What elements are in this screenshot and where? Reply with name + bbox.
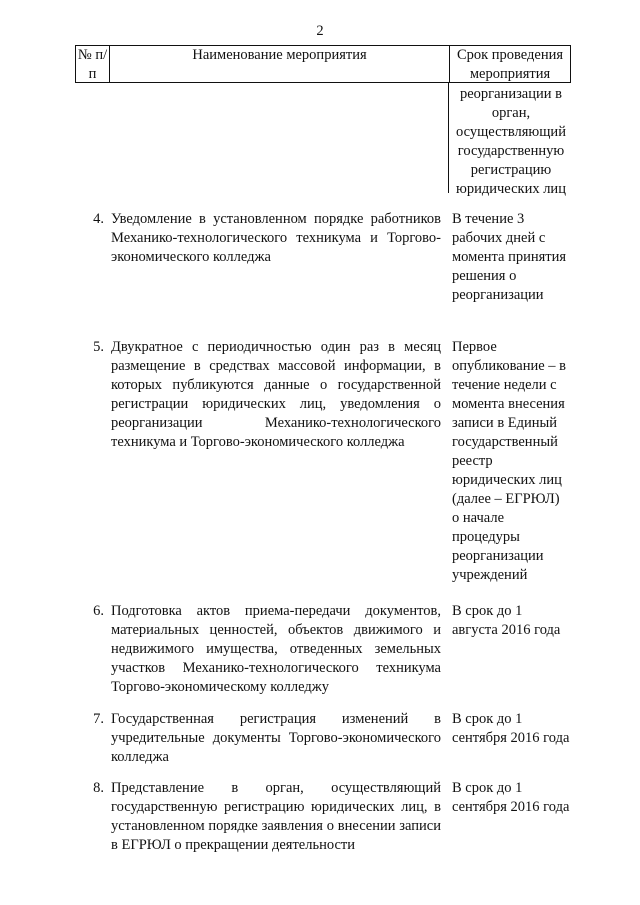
row-term: В срок до 1 сентября 2016 года <box>452 780 570 815</box>
column-divider <box>448 83 449 193</box>
table-header <box>75 45 571 83</box>
header-col-term: Срок проведения мероприятия <box>456 47 564 82</box>
row-number: 6. <box>93 603 104 619</box>
row-number: 5. <box>93 339 104 355</box>
header-col-number: № п/п <box>76 46 110 82</box>
row-term: В течение 3 рабочих дней с момента принятия решения о реорганизации <box>452 211 567 303</box>
row-name: Уведомление в установленном порядке работников Механико-технологического техникума и Торгово-экономического колледжа <box>111 211 441 265</box>
row-term: В срок до 1 августа 2016 года <box>452 603 561 638</box>
row-term: Первое опубликование – в течение недели с момента внесения записи в Единый государственный реестр юридических лиц (далее – ЕГРЮЛ) о начале процедуры реорганизации учреждений <box>452 339 567 583</box>
row-name: Государственная регистрация изменений в учредительные документы Торгово-экономического колледжа <box>111 711 441 765</box>
row-number: 7. <box>93 711 104 727</box>
header-col-name: Наименование мероприятия <box>110 46 450 82</box>
row-number: 4. <box>93 211 104 227</box>
row-name: Представление в орган, осуществляющий государственную регистрацию юридических лиц, в установленном порядке заявления о внесении записи в ЕГРЮЛ о прекращении деятельности <box>111 780 441 853</box>
page-number: 2 <box>316 23 324 39</box>
row-name: Двукратное с периодичностью один раз в месяц размещение в средствах массовой информации, в которых публикуются данные о государственной регистрации юридических лиц, уведомления о реорганизации Механико-технологического техникума и Торгово-экономического колледжа <box>111 339 441 450</box>
continued-term-cell: реорганизации в орган, осуществляющий государственную регистрацию юридических лиц <box>456 86 566 197</box>
row-term: В срок до 1 сентября 2016 года <box>452 711 570 746</box>
row-number: 8. <box>93 780 104 796</box>
row-name: Подготовка актов приема-передачи документов, материальных ценностей, объектов движимого и недвижимого имущества, отведенных земельных участков Механико-технологического техникума Торгово-экономическому колледжу <box>111 603 441 695</box>
